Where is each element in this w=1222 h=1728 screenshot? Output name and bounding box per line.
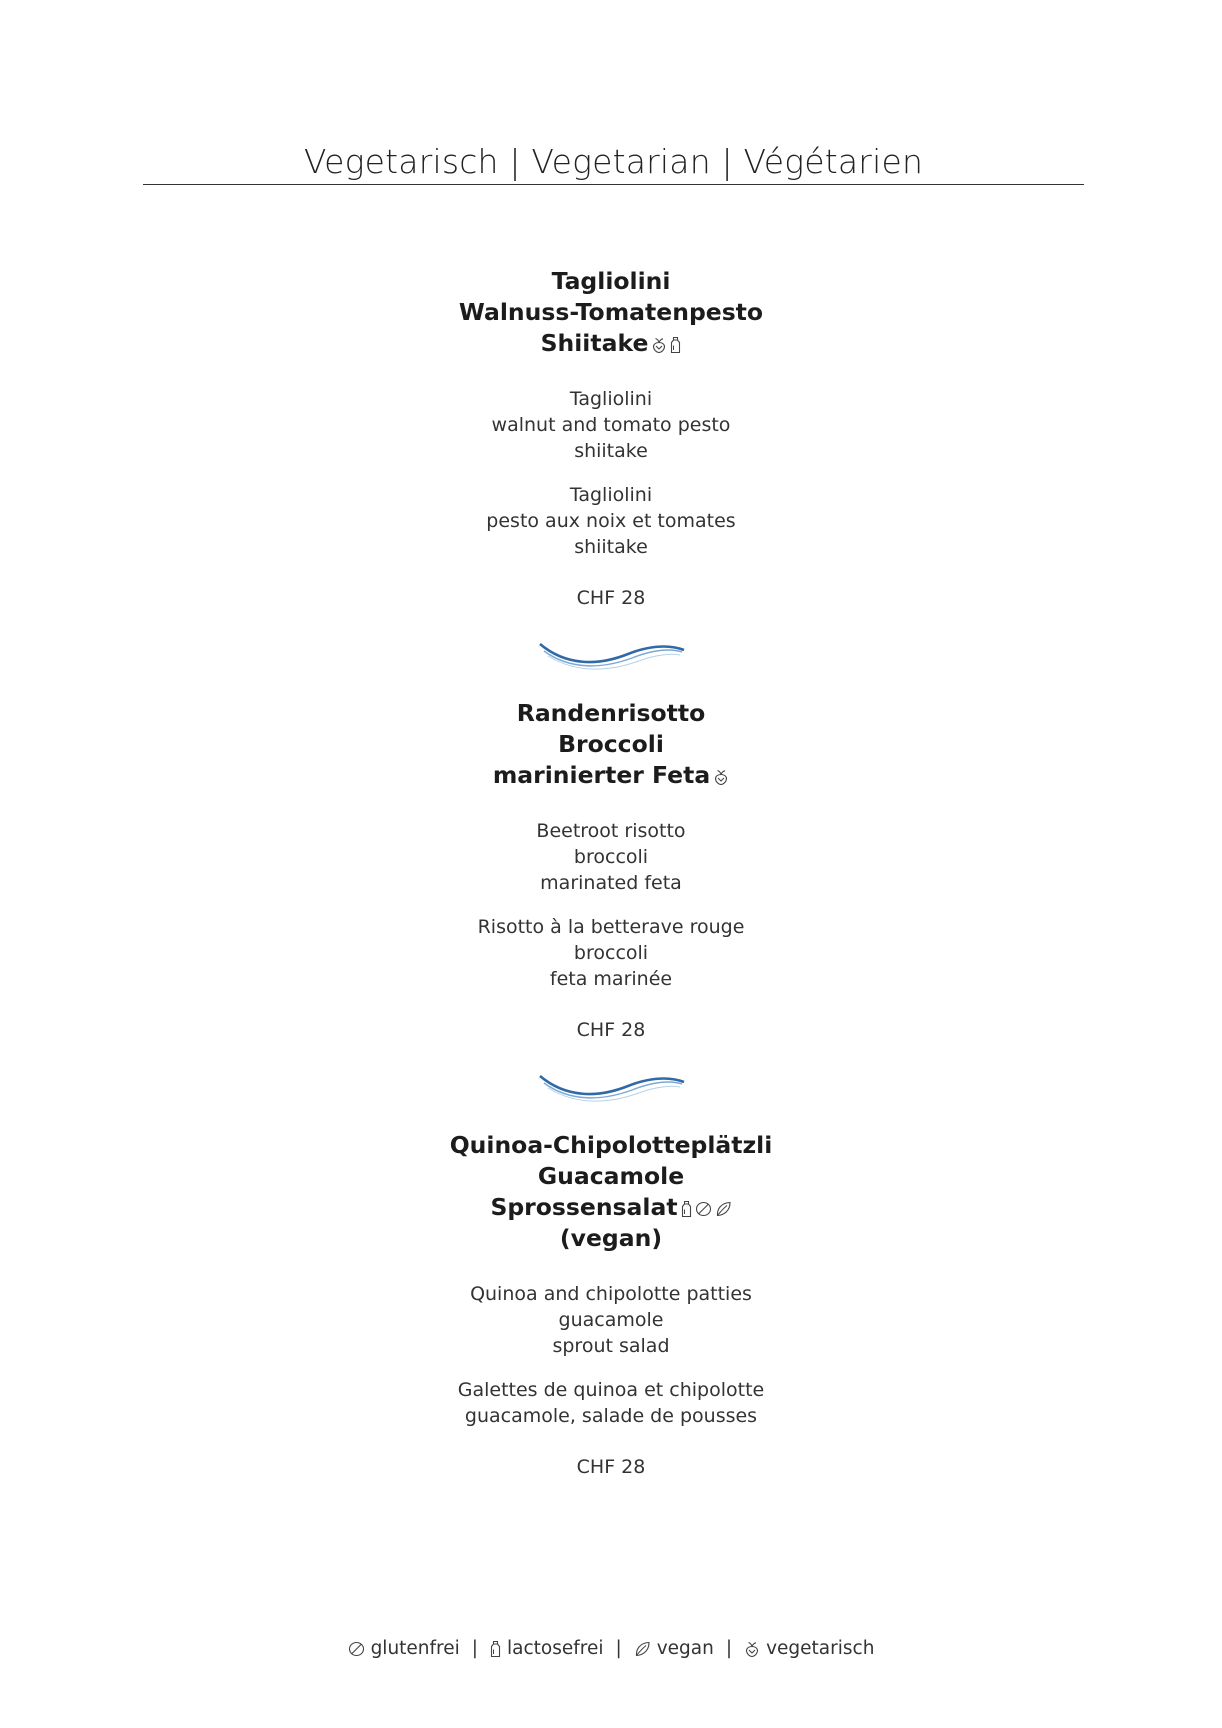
lactose-free-icon bbox=[670, 336, 681, 354]
legend-item-gluten-free: glutenfrei bbox=[348, 1638, 460, 1659]
legend-item-vegetarian: vegetarisch bbox=[744, 1638, 874, 1659]
wave-divider-icon bbox=[536, 636, 686, 676]
dish-name-line: marinierter Feta bbox=[0, 760, 1222, 791]
dish-price: CHF 28 bbox=[576, 587, 646, 609]
gluten-free-icon bbox=[695, 1200, 712, 1218]
dish-price: CHF 28 bbox=[576, 1019, 646, 1041]
vegan-icon bbox=[715, 1200, 732, 1218]
legend-separator: | bbox=[615, 1638, 622, 1659]
dish-name-line: Randenrisotto bbox=[516, 699, 706, 727]
vegetarian-icon bbox=[651, 336, 667, 354]
section-title: Vegetarisch | Vegetarian | Végétarien bbox=[303, 142, 924, 181]
dish-3 bbox=[0, 1130, 1222, 1480]
french-description: Risotto à la betterave rouge broccoli feta marinée bbox=[477, 916, 745, 990]
allergen-legend bbox=[0, 1637, 1222, 1661]
lactose-free-icon bbox=[490, 1640, 501, 1658]
dish-name-line: Broccoli bbox=[558, 730, 664, 758]
dish-2 bbox=[0, 698, 1222, 1043]
dish-name-line: Shiitake bbox=[0, 328, 1222, 359]
english-description: Quinoa and chipolotte patties guacamole sprout salad bbox=[470, 1283, 752, 1357]
wave-divider-icon bbox=[536, 1068, 686, 1108]
english-description: Tagliolini walnut and tomato pesto shiitake bbox=[491, 388, 731, 462]
dish-name-line: (vegan) bbox=[559, 1224, 663, 1252]
vegetarian-icon bbox=[713, 768, 729, 786]
legend-separator: | bbox=[471, 1638, 478, 1659]
lactose-free-icon bbox=[681, 1200, 692, 1218]
dish-price: CHF 28 bbox=[576, 1456, 646, 1478]
dish-name-line: Sprossensalat bbox=[0, 1192, 1222, 1223]
french-description: Galettes de quinoa et chipolotte guacamole, salade de pousses bbox=[457, 1379, 765, 1427]
dish-name-line: Guacamole bbox=[537, 1162, 685, 1190]
dish-name-line: Tagliolini bbox=[551, 267, 671, 295]
section-header bbox=[143, 142, 1084, 185]
dish-name-line: Quinoa-Chipolotteplätzli bbox=[449, 1131, 773, 1159]
legend-item-vegan: vegan bbox=[634, 1638, 714, 1659]
gluten-free-icon bbox=[348, 1640, 365, 1658]
french-description: Tagliolini pesto aux noix et tomates shiitake bbox=[486, 484, 736, 558]
legend-separator: | bbox=[725, 1638, 733, 1659]
dish-name-line: Walnuss-Tomatenpesto bbox=[458, 298, 764, 326]
vegetarian-icon bbox=[744, 1640, 760, 1658]
legend-item-lactose-free: lactosefrei bbox=[490, 1638, 603, 1659]
english-description: Beetroot risotto broccoli marinated feta bbox=[536, 820, 686, 894]
vegan-icon bbox=[634, 1640, 651, 1658]
dish-1 bbox=[0, 266, 1222, 611]
